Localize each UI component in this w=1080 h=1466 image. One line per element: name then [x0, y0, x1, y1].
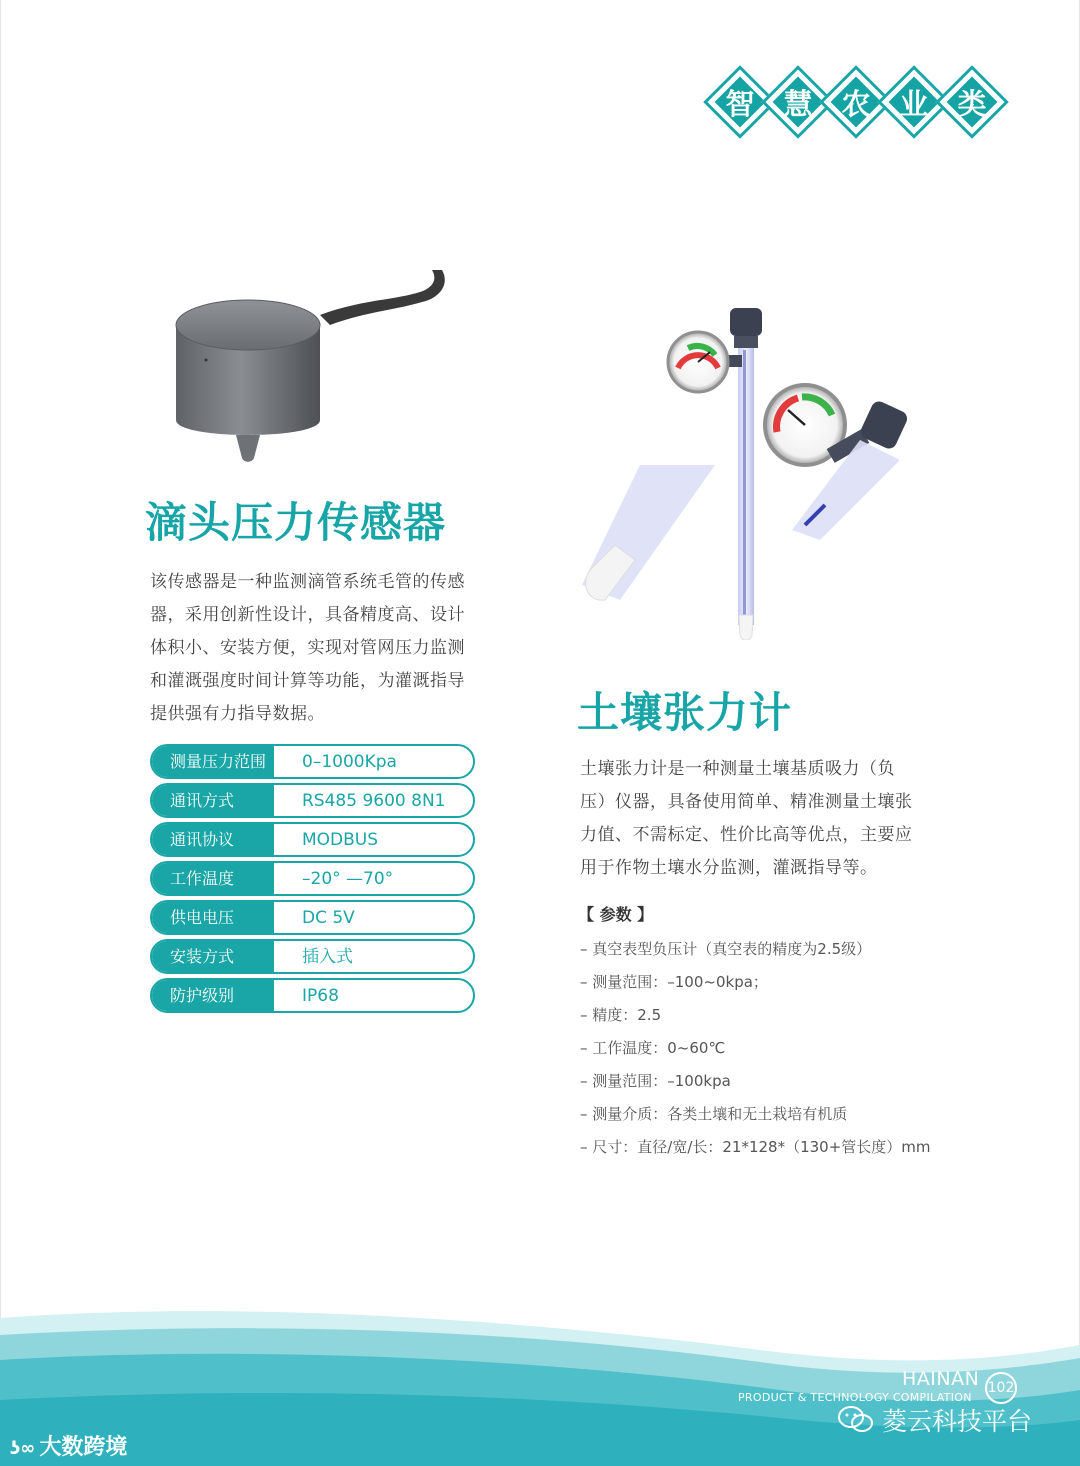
spec-value: MODBUS — [302, 830, 379, 850]
spec-key: 通讯协议 — [152, 824, 274, 855]
badge-char: 智 — [725, 87, 755, 121]
watermark-left-text: 大数跨境 — [39, 1435, 128, 1460]
spec-value: DC 5V — [302, 908, 355, 928]
soil-tensiometer-image — [580, 300, 920, 640]
spec-key: 防护级别 — [152, 980, 274, 1011]
badge-char: 类 — [957, 87, 987, 121]
wechat-icon — [838, 1406, 874, 1434]
param-item: – 测量介质：各类土壤和无土栽培有机质 — [580, 1105, 848, 1123]
spec-row — [150, 822, 475, 857]
params-heading: 【 参数 】 — [578, 905, 654, 924]
params-list — [580, 933, 980, 1164]
product1-description: 该传感器是一种监测滴管系统毛管的传感器，采用创新性设计，具备精度高、设计体积小、安装方便，实现对管网压力监测和灌溉强度时间计算等功能，为灌溉指导提供强有力指导数据。 — [150, 572, 465, 724]
watermark-right-text: 菱云科技平台 — [882, 1407, 1033, 1436]
spec-key: 工作温度 — [152, 863, 274, 894]
spec-row — [150, 744, 475, 779]
spec-key: 供电电压 — [152, 902, 274, 933]
drip-pressure-sensor-image — [170, 270, 455, 470]
spec-value: 插入式 — [302, 947, 353, 967]
spec-row — [150, 900, 475, 935]
spec-table — [150, 744, 475, 1017]
footer-subtitle: PRODUCT & TECHNOLOGY COMPILATION — [738, 1391, 972, 1404]
watermark-right — [838, 1402, 1032, 1438]
param-item: – 测量范围：–100~0kpa； — [580, 973, 768, 991]
spec-key: 安装方式 — [152, 941, 274, 972]
spec-row — [150, 978, 475, 1013]
param-item: – 测量范围：–100kpa — [580, 1072, 731, 1090]
spec-row — [150, 783, 475, 818]
watermark-left — [10, 1430, 127, 1461]
watermark-logo-icon: ʖ∞ — [10, 1438, 36, 1459]
category-badge — [702, 68, 1007, 144]
spec-key: 通讯方式 — [152, 785, 274, 816]
param-item: – 尺寸：直径/宽/长：21*128*（130+管长度）mm — [580, 1138, 931, 1156]
badge-char: 业 — [899, 87, 929, 121]
spec-value: IP68 — [302, 986, 339, 1006]
param-item: – 真空表型负压计（真空表的精度为2.5级） — [580, 940, 872, 958]
param-item: – 精度：2.5 — [580, 1006, 662, 1024]
page-number: 102 — [985, 1372, 1017, 1404]
badge-char: 农 — [841, 87, 871, 121]
spec-row — [150, 939, 475, 974]
spec-row — [150, 861, 475, 896]
spec-key: 测量压力范围 — [152, 746, 274, 777]
badge-char: 慧 — [783, 87, 813, 121]
param-item: – 工作温度：0~60℃ — [580, 1039, 726, 1057]
footer-brand: HAINAN — [902, 1368, 980, 1390]
spec-value: –20° —70° — [302, 869, 394, 889]
product1-title: 滴头压力传感器 — [145, 498, 447, 547]
spec-value: RS485 9600 8N1 — [302, 791, 446, 811]
product2-description: 土壤张力计是一种测量土壤基质吸力（负压）仪器，具备使用简单、精准测量土壤张力值、不需标定、性价比高等优点，主要应用于作物土壤水分监测，灌溉指导等。 — [580, 759, 913, 878]
spec-value: 0–1000Kpa — [302, 752, 397, 772]
product2-title: 土壤张力计 — [577, 688, 793, 737]
